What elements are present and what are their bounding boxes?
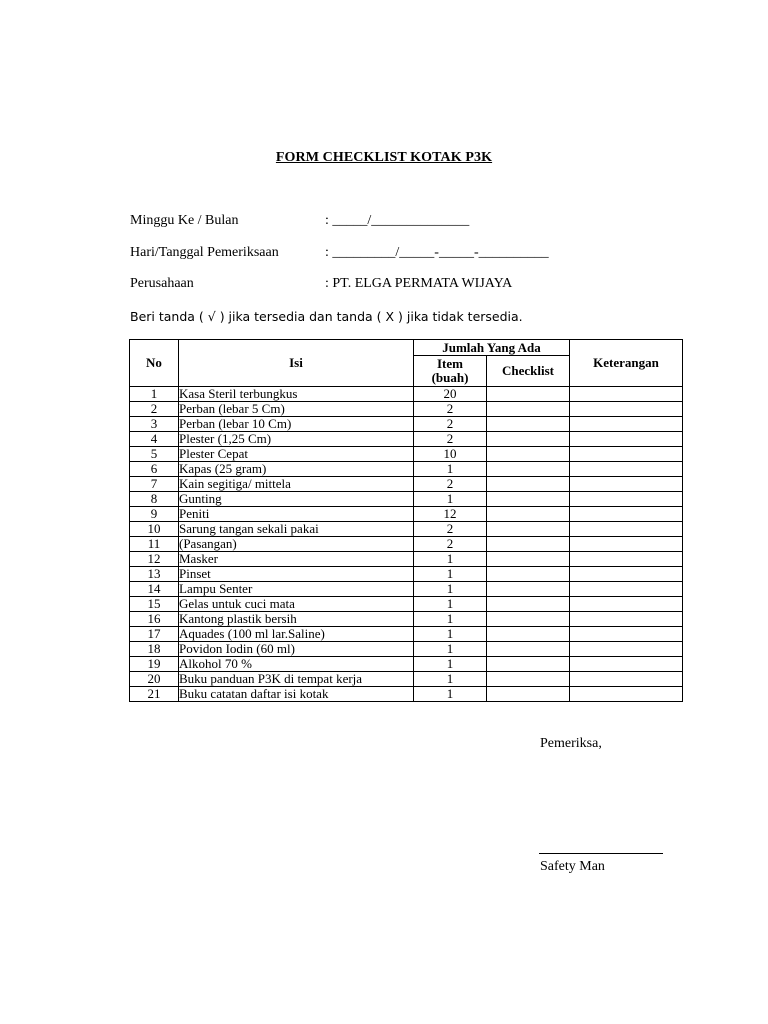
cell-no: 4 bbox=[130, 432, 179, 447]
field-label: Minggu Ke / Bulan bbox=[130, 213, 239, 228]
cell-checklist[interactable] bbox=[487, 657, 570, 672]
cell-isi: Plester (1,25 Cm) bbox=[179, 432, 414, 447]
cell-checklist[interactable] bbox=[487, 462, 570, 477]
table-row bbox=[130, 642, 683, 657]
cell-keterangan[interactable] bbox=[570, 477, 683, 492]
table-row bbox=[130, 522, 683, 537]
form-title: FORM CHECKLIST KOTAK P3K bbox=[275, 150, 493, 165]
cell-checklist[interactable] bbox=[487, 477, 570, 492]
cell-no: 12 bbox=[130, 552, 179, 567]
field-value: : PT. ELGA PERMATA WIJAYA bbox=[325, 276, 513, 291]
cell-no: 3 bbox=[130, 417, 179, 432]
header-jumlah-yang-ada: Jumlah Yang Ada bbox=[414, 340, 570, 356]
table-row bbox=[130, 567, 683, 582]
signature-label: Pemeriksa, bbox=[540, 736, 602, 751]
cell-isi: Buku panduan P3K di tempat kerja bbox=[179, 672, 414, 687]
field-label: Hari/Tanggal Pemeriksaan bbox=[130, 245, 279, 260]
cell-keterangan[interactable] bbox=[570, 447, 683, 462]
table-row bbox=[130, 537, 683, 552]
cell-no: 7 bbox=[130, 477, 179, 492]
cell-checklist[interactable] bbox=[487, 627, 570, 642]
header-item-line2: (buah) bbox=[431, 370, 469, 385]
cell-item: 12 bbox=[414, 507, 487, 522]
cell-keterangan[interactable] bbox=[570, 642, 683, 657]
table-row bbox=[130, 657, 683, 672]
cell-isi: Kantong plastik bersih bbox=[179, 612, 414, 627]
cell-checklist[interactable] bbox=[487, 567, 570, 582]
cell-item: 1 bbox=[414, 597, 487, 612]
cell-keterangan[interactable] bbox=[570, 507, 683, 522]
cell-checklist[interactable] bbox=[487, 387, 570, 402]
field-label: Perusahaan bbox=[130, 276, 194, 291]
cell-isi: Kain segitiga/ mittela bbox=[179, 477, 414, 492]
cell-keterangan[interactable] bbox=[570, 417, 683, 432]
cell-item: 1 bbox=[414, 462, 487, 477]
cell-checklist[interactable] bbox=[487, 492, 570, 507]
cell-checklist[interactable] bbox=[487, 642, 570, 657]
cell-item: 1 bbox=[414, 672, 487, 687]
cell-isi: Perban (lebar 10 Cm) bbox=[179, 417, 414, 432]
table-body bbox=[130, 387, 683, 702]
cell-isi: Povidon Iodin (60 ml) bbox=[179, 642, 414, 657]
cell-checklist[interactable] bbox=[487, 402, 570, 417]
table-row bbox=[130, 417, 683, 432]
cell-item: 1 bbox=[414, 687, 487, 702]
cell-item: 20 bbox=[414, 387, 487, 402]
cell-keterangan[interactable] bbox=[570, 627, 683, 642]
field-value: : _________/_____-_____-__________ bbox=[325, 245, 549, 260]
cell-item: 2 bbox=[414, 432, 487, 447]
cell-isi: Kasa Steril terbungkus bbox=[179, 387, 414, 402]
cell-isi: Sarung tangan sekali pakai bbox=[179, 522, 414, 537]
header-isi: Isi bbox=[179, 340, 414, 387]
cell-item: 2 bbox=[414, 477, 487, 492]
cell-no: 17 bbox=[130, 627, 179, 642]
cell-checklist[interactable] bbox=[487, 537, 570, 552]
cell-keterangan[interactable] bbox=[570, 462, 683, 477]
cell-isi: Pinset bbox=[179, 567, 414, 582]
cell-no: 15 bbox=[130, 597, 179, 612]
cell-keterangan[interactable] bbox=[570, 432, 683, 447]
cell-isi: Alkohol 70 % bbox=[179, 657, 414, 672]
cell-no: 8 bbox=[130, 492, 179, 507]
signature-name: Safety Man bbox=[540, 859, 605, 874]
cell-isi: Buku catatan daftar isi kotak bbox=[179, 687, 414, 702]
cell-no: 18 bbox=[130, 642, 179, 657]
cell-checklist[interactable] bbox=[487, 597, 570, 612]
header-item bbox=[414, 356, 487, 387]
cell-keterangan[interactable] bbox=[570, 492, 683, 507]
table-row bbox=[130, 552, 683, 567]
table-row bbox=[130, 597, 683, 612]
header-keterangan: Keterangan bbox=[570, 340, 683, 387]
cell-checklist[interactable] bbox=[487, 417, 570, 432]
cell-isi: Masker bbox=[179, 552, 414, 567]
cell-item: 2 bbox=[414, 402, 487, 417]
cell-keterangan[interactable] bbox=[570, 567, 683, 582]
cell-isi: Gunting bbox=[179, 492, 414, 507]
table-row bbox=[130, 672, 683, 687]
cell-checklist[interactable] bbox=[487, 507, 570, 522]
table-row bbox=[130, 387, 683, 402]
cell-keterangan[interactable] bbox=[570, 672, 683, 687]
cell-item: 1 bbox=[414, 627, 487, 642]
header-no: No bbox=[130, 340, 179, 387]
cell-no: 21 bbox=[130, 687, 179, 702]
cell-isi: Gelas untuk cuci mata bbox=[179, 597, 414, 612]
cell-no: 11 bbox=[130, 537, 179, 552]
cell-item: 1 bbox=[414, 492, 487, 507]
cell-item: 10 bbox=[414, 447, 487, 462]
cell-checklist[interactable] bbox=[487, 522, 570, 537]
cell-keterangan[interactable] bbox=[570, 537, 683, 552]
table-row bbox=[130, 432, 683, 447]
cell-item: 1 bbox=[414, 642, 487, 657]
cell-isi: (Pasangan) bbox=[179, 537, 414, 552]
cell-keterangan[interactable] bbox=[570, 657, 683, 672]
cell-keterangan[interactable] bbox=[570, 612, 683, 627]
table-row bbox=[130, 477, 683, 492]
cell-checklist[interactable] bbox=[487, 552, 570, 567]
cell-isi: Kapas (25 gram) bbox=[179, 462, 414, 477]
cell-isi: Peniti bbox=[179, 507, 414, 522]
table-row bbox=[130, 507, 683, 522]
header-item-line1: Item bbox=[437, 356, 463, 371]
cell-no: 19 bbox=[130, 657, 179, 672]
cell-no: 10 bbox=[130, 522, 179, 537]
cell-checklist[interactable] bbox=[487, 672, 570, 687]
cell-keterangan[interactable] bbox=[570, 597, 683, 612]
cell-isi: Plester Cepat bbox=[179, 447, 414, 462]
cell-checklist[interactable] bbox=[487, 432, 570, 447]
cell-item: 1 bbox=[414, 567, 487, 582]
cell-keterangan[interactable] bbox=[570, 552, 683, 567]
cell-item: 1 bbox=[414, 552, 487, 567]
cell-item: 1 bbox=[414, 582, 487, 597]
cell-isi: Aquades (100 ml lar.Saline) bbox=[179, 627, 414, 642]
table-row bbox=[130, 462, 683, 477]
checklist-table bbox=[129, 339, 683, 702]
field-value: : _____/______________ bbox=[325, 213, 470, 228]
instruction-text: Beri tanda ( √ ) jika tersedia dan tanda ( X ) jika tidak tersedia. bbox=[130, 309, 523, 324]
cell-item: 2 bbox=[414, 522, 487, 537]
cell-checklist[interactable] bbox=[487, 612, 570, 627]
cell-no: 1 bbox=[130, 387, 179, 402]
table-row bbox=[130, 492, 683, 507]
table-row bbox=[130, 627, 683, 642]
cell-no: 20 bbox=[130, 672, 179, 687]
cell-checklist[interactable] bbox=[487, 582, 570, 597]
cell-keterangan[interactable] bbox=[570, 387, 683, 402]
table-row bbox=[130, 402, 683, 417]
cell-keterangan[interactable] bbox=[570, 402, 683, 417]
header-checklist: Checklist bbox=[487, 356, 570, 387]
table-row bbox=[130, 582, 683, 597]
table-row bbox=[130, 612, 683, 627]
cell-item: 2 bbox=[414, 537, 487, 552]
cell-keterangan[interactable] bbox=[570, 582, 683, 597]
cell-no: 16 bbox=[130, 612, 179, 627]
cell-isi: Lampu Senter bbox=[179, 582, 414, 597]
signature-line bbox=[539, 853, 663, 854]
cell-no: 2 bbox=[130, 402, 179, 417]
cell-keterangan[interactable] bbox=[570, 522, 683, 537]
cell-isi: Perban (lebar 5 Cm) bbox=[179, 402, 414, 417]
cell-no: 13 bbox=[130, 567, 179, 582]
table-row bbox=[130, 447, 683, 462]
cell-no: 6 bbox=[130, 462, 179, 477]
cell-item: 2 bbox=[414, 417, 487, 432]
cell-checklist[interactable] bbox=[487, 447, 570, 462]
cell-no: 5 bbox=[130, 447, 179, 462]
cell-no: 9 bbox=[130, 507, 179, 522]
cell-keterangan[interactable] bbox=[570, 687, 683, 702]
cell-item: 1 bbox=[414, 612, 487, 627]
cell-checklist[interactable] bbox=[487, 687, 570, 702]
cell-no: 14 bbox=[130, 582, 179, 597]
cell-item: 1 bbox=[414, 657, 487, 672]
table-row bbox=[130, 687, 683, 702]
